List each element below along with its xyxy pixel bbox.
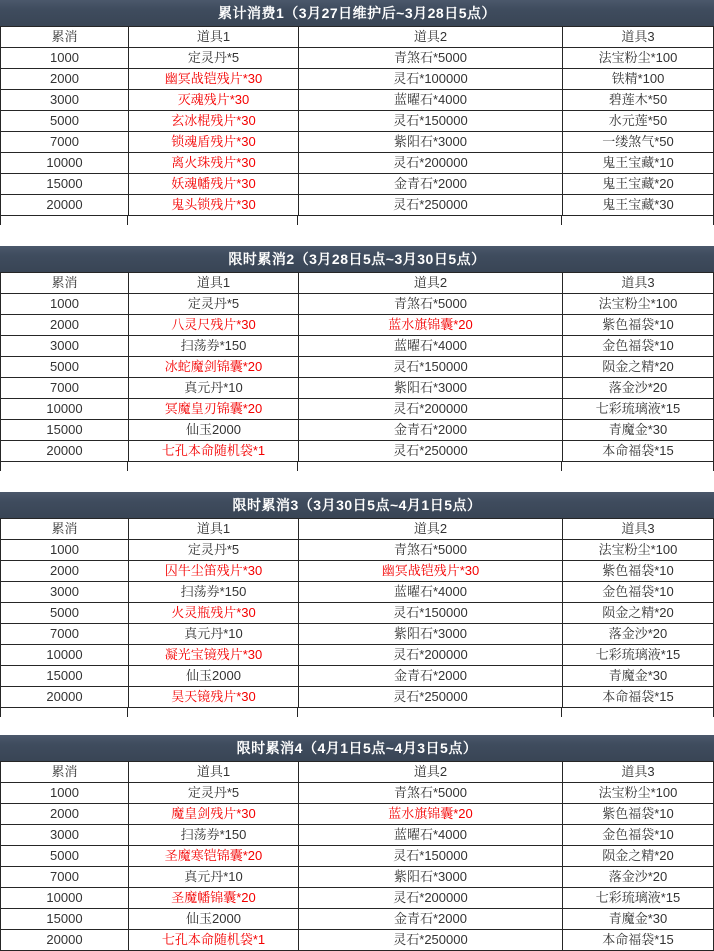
cell-item: 定灵丹*5 — [129, 48, 299, 68]
cell-item: 玄冰棍残片*30 — [129, 111, 299, 131]
reward-section — [0, 246, 714, 462]
cell-item: 落金沙*20 — [563, 867, 714, 887]
section-title-bar — [0, 735, 714, 761]
table-row — [0, 846, 714, 867]
table-row — [0, 294, 714, 315]
cell-item: 青魔金*30 — [563, 666, 714, 686]
border-stub — [298, 708, 562, 717]
cell-amount: 10000 — [1, 888, 129, 908]
cell-item: 七彩琉璃液*15 — [563, 645, 714, 665]
column-header: 道具2 — [299, 762, 563, 782]
cell-item: 灵石*250000 — [299, 195, 563, 215]
table-row — [0, 48, 714, 69]
cell-item: 灵石*150000 — [299, 111, 563, 131]
cell-amount: 7000 — [1, 378, 129, 398]
border-stub — [298, 216, 562, 225]
section-title-bar — [0, 492, 714, 518]
cell-amount: 5000 — [1, 846, 129, 866]
table-row — [0, 69, 714, 90]
cell-item: 青魔金*30 — [563, 909, 714, 929]
cell-amount: 7000 — [1, 867, 129, 887]
cell-item: 幽冥战铠残片*30 — [129, 69, 299, 89]
reward-table — [0, 761, 714, 951]
cell-amount: 20000 — [1, 930, 129, 950]
table-row — [0, 867, 714, 888]
cell-item: 陨金之精*20 — [563, 357, 714, 377]
cell-item: 青煞石*5000 — [299, 540, 563, 560]
table-row — [0, 357, 714, 378]
cell-item: 灵石*250000 — [299, 687, 563, 707]
cell-item: 蓝曜石*4000 — [299, 825, 563, 845]
table-row — [0, 315, 714, 336]
cell-amount: 5000 — [1, 357, 129, 377]
cell-item: 鬼头锁残片*30 — [129, 195, 299, 215]
table-row — [0, 930, 714, 951]
cell-item: 仙玉2000 — [129, 666, 299, 686]
cell-item: 落金沙*20 — [563, 378, 714, 398]
border-stub — [298, 462, 562, 471]
border-stub — [0, 708, 128, 717]
cell-item: 水元莲*50 — [563, 111, 714, 131]
cell-item: 鬼王宝藏*20 — [563, 174, 714, 194]
section-title: 限时累消4（4月1日5点~4月3日5点） — [236, 740, 478, 756]
cell-amount: 2000 — [1, 561, 129, 581]
section-title-bar — [0, 0, 714, 26]
cell-item: 青煞石*5000 — [299, 48, 563, 68]
table-row — [0, 624, 714, 645]
column-header: 累消 — [1, 27, 129, 47]
column-header: 道具3 — [563, 519, 714, 539]
cell-item: 扫荡券*150 — [129, 336, 299, 356]
column-header: 累消 — [1, 273, 129, 293]
column-header: 道具1 — [129, 519, 299, 539]
cell-item: 八灵尺残片*30 — [129, 315, 299, 335]
cell-amount: 15000 — [1, 420, 129, 440]
border-stubs — [0, 462, 714, 471]
border-stub — [562, 216, 714, 225]
table-row — [0, 825, 714, 846]
reward-section — [0, 492, 714, 708]
cell-amount: 1000 — [1, 783, 129, 803]
cell-item: 紫阳石*3000 — [299, 132, 563, 152]
section-title: 累计消费1（3月27日维护后~3月28日5点） — [218, 5, 496, 21]
table-row — [0, 582, 714, 603]
cell-item: 金青石*2000 — [299, 909, 563, 929]
cell-item: 真元丹*10 — [129, 867, 299, 887]
cell-item: 金青石*2000 — [299, 666, 563, 686]
cell-item: 仙玉2000 — [129, 420, 299, 440]
border-stub — [0, 216, 128, 225]
table-row — [0, 132, 714, 153]
table-header-row — [0, 762, 714, 783]
table-row — [0, 336, 714, 357]
cell-amount: 20000 — [1, 195, 129, 215]
cell-item: 定灵丹*5 — [129, 294, 299, 314]
cell-item: 法宝粉尘*100 — [563, 48, 714, 68]
cell-item: 法宝粉尘*100 — [563, 540, 714, 560]
cell-item: 灵石*200000 — [299, 888, 563, 908]
column-header: 道具3 — [563, 273, 714, 293]
cell-item: 七彩琉璃液*15 — [563, 888, 714, 908]
cell-item: 紫色福袋*10 — [563, 561, 714, 581]
cell-amount: 20000 — [1, 687, 129, 707]
cell-item: 鬼王宝藏*10 — [563, 153, 714, 173]
cell-item: 一缕煞气*50 — [563, 132, 714, 152]
table-row — [0, 804, 714, 825]
cell-item: 定灵丹*5 — [129, 540, 299, 560]
table-header-row — [0, 273, 714, 294]
reward-section — [0, 0, 714, 216]
cell-item: 离火珠残片*30 — [129, 153, 299, 173]
column-header: 道具1 — [129, 762, 299, 782]
cell-item: 灵石*150000 — [299, 846, 563, 866]
cell-item: 火灵瓶残片*30 — [129, 603, 299, 623]
table-row — [0, 687, 714, 708]
cell-item: 昊天镜残片*30 — [129, 687, 299, 707]
table-row — [0, 783, 714, 804]
border-stubs — [0, 708, 714, 717]
column-header: 累消 — [1, 762, 129, 782]
cell-item: 魔皇剑残片*30 — [129, 804, 299, 824]
table-row — [0, 195, 714, 216]
section-title: 限时累消2（3月28日5点~3月30日5点） — [228, 251, 486, 267]
cell-item: 蓝曜石*4000 — [299, 336, 563, 356]
cell-amount: 3000 — [1, 582, 129, 602]
table-row — [0, 153, 714, 174]
table-row — [0, 90, 714, 111]
column-header: 道具1 — [129, 273, 299, 293]
cell-amount: 15000 — [1, 666, 129, 686]
cell-item: 紫阳石*3000 — [299, 867, 563, 887]
cell-item: 七孔本命随机袋*1 — [129, 930, 299, 950]
cell-item: 灵石*150000 — [299, 357, 563, 377]
cell-item: 幽冥战铠残片*30 — [299, 561, 563, 581]
table-row — [0, 174, 714, 195]
cell-item: 铁精*100 — [563, 69, 714, 89]
section-title: 限时累消3（3月30日5点~4月1日5点） — [232, 497, 482, 513]
cell-amount: 1000 — [1, 294, 129, 314]
section-gap — [0, 462, 714, 492]
cell-item: 本命福袋*15 — [563, 687, 714, 707]
cell-amount: 15000 — [1, 909, 129, 929]
cell-item: 蓝曜石*4000 — [299, 582, 563, 602]
table-row — [0, 666, 714, 687]
cell-amount: 5000 — [1, 111, 129, 131]
border-stub — [0, 462, 128, 471]
section-title-bar — [0, 246, 714, 272]
cell-item: 陨金之精*20 — [563, 846, 714, 866]
cell-item: 定灵丹*5 — [129, 783, 299, 803]
cell-item: 灵石*150000 — [299, 603, 563, 623]
column-header: 道具2 — [299, 519, 563, 539]
cell-amount: 15000 — [1, 174, 129, 194]
cell-item: 灭魂残片*30 — [129, 90, 299, 110]
cell-item: 紫阳石*3000 — [299, 378, 563, 398]
cell-item: 凝光宝镜残片*30 — [129, 645, 299, 665]
cell-item: 法宝粉尘*100 — [563, 294, 714, 314]
cell-item: 灵石*250000 — [299, 441, 563, 461]
table-row — [0, 603, 714, 624]
cell-amount: 3000 — [1, 336, 129, 356]
cell-item: 蓝曜石*4000 — [299, 90, 563, 110]
cell-item: 囚牛尘笛残片*30 — [129, 561, 299, 581]
cell-amount: 2000 — [1, 69, 129, 89]
reward-table — [0, 518, 714, 708]
cell-item: 金青石*2000 — [299, 174, 563, 194]
table-row — [0, 561, 714, 582]
cell-item: 圣魔幡锦囊*20 — [129, 888, 299, 908]
cell-item: 紫阳石*3000 — [299, 624, 563, 644]
cell-amount: 10000 — [1, 399, 129, 419]
cell-item: 紫色福袋*10 — [563, 315, 714, 335]
cell-item: 本命福袋*15 — [563, 930, 714, 950]
table-row — [0, 645, 714, 666]
cell-item: 妖魂幡残片*30 — [129, 174, 299, 194]
cell-item: 青煞石*5000 — [299, 783, 563, 803]
table-row — [0, 909, 714, 930]
cell-item: 紫色福袋*10 — [563, 804, 714, 824]
reward-table — [0, 272, 714, 462]
cell-amount: 2000 — [1, 804, 129, 824]
column-header: 累消 — [1, 519, 129, 539]
cell-item: 鬼王宝藏*30 — [563, 195, 714, 215]
cell-item: 真元丹*10 — [129, 624, 299, 644]
cell-item: 冥魔皇刃锦囊*20 — [129, 399, 299, 419]
border-stub — [562, 708, 714, 717]
cell-amount: 2000 — [1, 315, 129, 335]
table-row — [0, 540, 714, 561]
table-header-row — [0, 27, 714, 48]
cell-item: 扫荡券*150 — [129, 825, 299, 845]
border-stubs — [0, 216, 714, 225]
cell-amount: 1000 — [1, 540, 129, 560]
cell-item: 金色福袋*10 — [563, 582, 714, 602]
cell-amount: 3000 — [1, 825, 129, 845]
cell-item: 蓝水旗锦囊*20 — [299, 804, 563, 824]
cell-item: 青魔金*30 — [563, 420, 714, 440]
table-row — [0, 111, 714, 132]
cell-item: 碧莲木*50 — [563, 90, 714, 110]
cell-item: 金青石*2000 — [299, 420, 563, 440]
cell-item: 青煞石*5000 — [299, 294, 563, 314]
cell-item: 仙玉2000 — [129, 909, 299, 929]
cell-item: 锁魂盾残片*30 — [129, 132, 299, 152]
cell-amount: 5000 — [1, 603, 129, 623]
column-header: 道具1 — [129, 27, 299, 47]
cell-item: 本命福袋*15 — [563, 441, 714, 461]
table-row — [0, 888, 714, 909]
table-row — [0, 420, 714, 441]
cell-item: 陨金之精*20 — [563, 603, 714, 623]
cell-item: 扫荡券*150 — [129, 582, 299, 602]
cell-amount: 3000 — [1, 90, 129, 110]
cell-item: 灵石*200000 — [299, 645, 563, 665]
cell-amount: 10000 — [1, 645, 129, 665]
cell-item: 金色福袋*10 — [563, 825, 714, 845]
cell-amount: 10000 — [1, 153, 129, 173]
table-row — [0, 441, 714, 462]
cell-item: 金色福袋*10 — [563, 336, 714, 356]
column-header: 道具3 — [563, 762, 714, 782]
cell-item: 法宝粉尘*100 — [563, 783, 714, 803]
table-header-row — [0, 519, 714, 540]
cell-item: 灵石*100000 — [299, 69, 563, 89]
column-header: 道具2 — [299, 27, 563, 47]
table-row — [0, 378, 714, 399]
cell-item: 灵石*250000 — [299, 930, 563, 950]
cell-amount: 7000 — [1, 624, 129, 644]
border-stub — [128, 462, 298, 471]
cell-amount: 20000 — [1, 441, 129, 461]
cell-item: 七彩琉璃液*15 — [563, 399, 714, 419]
reward-section — [0, 735, 714, 951]
cell-item: 七孔本命随机袋*1 — [129, 441, 299, 461]
column-header: 道具3 — [563, 27, 714, 47]
cell-item: 落金沙*20 — [563, 624, 714, 644]
cell-item: 灵石*200000 — [299, 153, 563, 173]
border-stub — [562, 462, 714, 471]
cell-item: 圣魔寒铠锦囊*20 — [129, 846, 299, 866]
column-header: 道具2 — [299, 273, 563, 293]
cell-item: 灵石*200000 — [299, 399, 563, 419]
cell-amount: 1000 — [1, 48, 129, 68]
border-stub — [128, 708, 298, 717]
border-stub — [128, 216, 298, 225]
reward-table — [0, 26, 714, 216]
cell-item: 冰蛇魔剑锦囊*20 — [129, 357, 299, 377]
section-gap — [0, 708, 714, 735]
section-gap — [0, 216, 714, 246]
table-row — [0, 399, 714, 420]
cell-amount: 7000 — [1, 132, 129, 152]
cell-item: 蓝水旗锦囊*20 — [299, 315, 563, 335]
cell-item: 真元丹*10 — [129, 378, 299, 398]
